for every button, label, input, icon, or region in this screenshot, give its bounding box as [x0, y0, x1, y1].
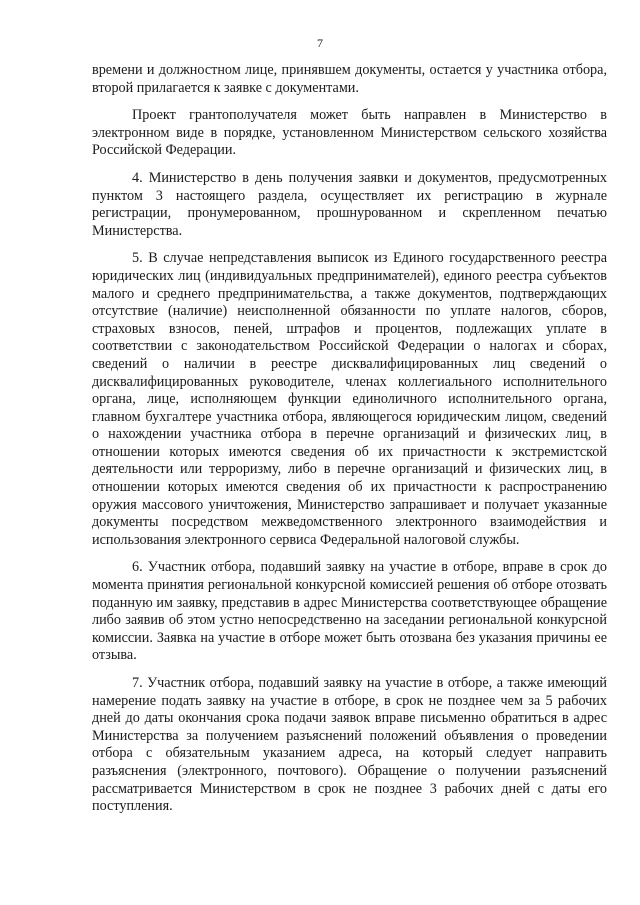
paragraph-item-5: 5. В случае непредставления выписок из Единого государственного реестра юридических лиц (индивидуальных предпринимателей), единого реестра субъектов малого и среднего предпринимательства, а также документов, подтверждающих отсутствие (наличие) неисполненной обязанности по уплате налогов, сборов, страховых взносов, пеней, штрафов и процентов, подлежащих уплате в соответствии с законодательством Российской Федерации о налогах и сборах, сведений о наличии в реестре дисквалифицированных лиц сведений о дисквалифицированных руководителе, членах коллегиального исполнительного органа, лице, исполняющем функции единоличного исполнительного органа, главном бухгалтере участника отбора, являющегося юридическим лицом, сведений о нахождении участника отбора в перечне организаций и физических лиц, в отношении которых имеются сведения об их причастности к экстремистской деятельности или терроризму, либо в перечне организаций и физических лиц, в отношении которых имеются сведения об их причастности к распространению оружия массового уничтожения, Министерство запрашивает и получает указанные документы посредством межведомственного электронного взаимодействия и использования электронного сервиса Федеральной налоговой службы. [92, 250, 607, 548]
document-body [92, 62, 607, 826]
paragraph-item-7: 7. Участник отбора, подавший заявку на участие в отборе, а также имеющий намерение подать заявку на участие в отборе, в срок не позднее чем за 5 рабочих дней до даты окончания срока подачи заявок вправе письменно обратиться в адрес Министерства за получением разъяснений положений объявления о проведении отбора с обязательным указанием адреса, на который следует направить разъяснения (электронного, почтового). Обращение о получении разъяснений рассматривается Министерством в срок не позднее 3 рабочих дней с даты его поступления. [92, 675, 607, 815]
paragraph-item-4: 4. Министерство в день получения заявки и документов, предусмотренных пунктом 3 настоящего раздела, осуществляет их регистрацию в журнале регистрации, пронумерованном, прошнурованном и скрепленном печатью Министерства. [92, 169, 607, 239]
page-number: 7 [317, 36, 323, 50]
paragraph-continuation: времени и должностном лице, принявшем документы, остается у участника отбора, второй прилагается к заявке с документами. [92, 62, 607, 96]
paragraph-project-submission: Проект грантополучателя может быть направлен в Министерство в электронном виде в порядке, установленном Министерством сельского хозяйства Российской Федерации. [92, 107, 607, 159]
paragraph-item-6: 6. Участник отбора, подавший заявку на участие в отборе, вправе в срок до момента принятия региональной конкурсной комиссией решения об отборе отозвать поданную им заявку, представив в адрес Министерства соответствующее обращение либо заявив об этом устно непосредственно на заседании региональной конкурсной комиссии. Заявка на участие в отборе может быть отозвана без указания причины ее отзыва. [92, 559, 607, 664]
